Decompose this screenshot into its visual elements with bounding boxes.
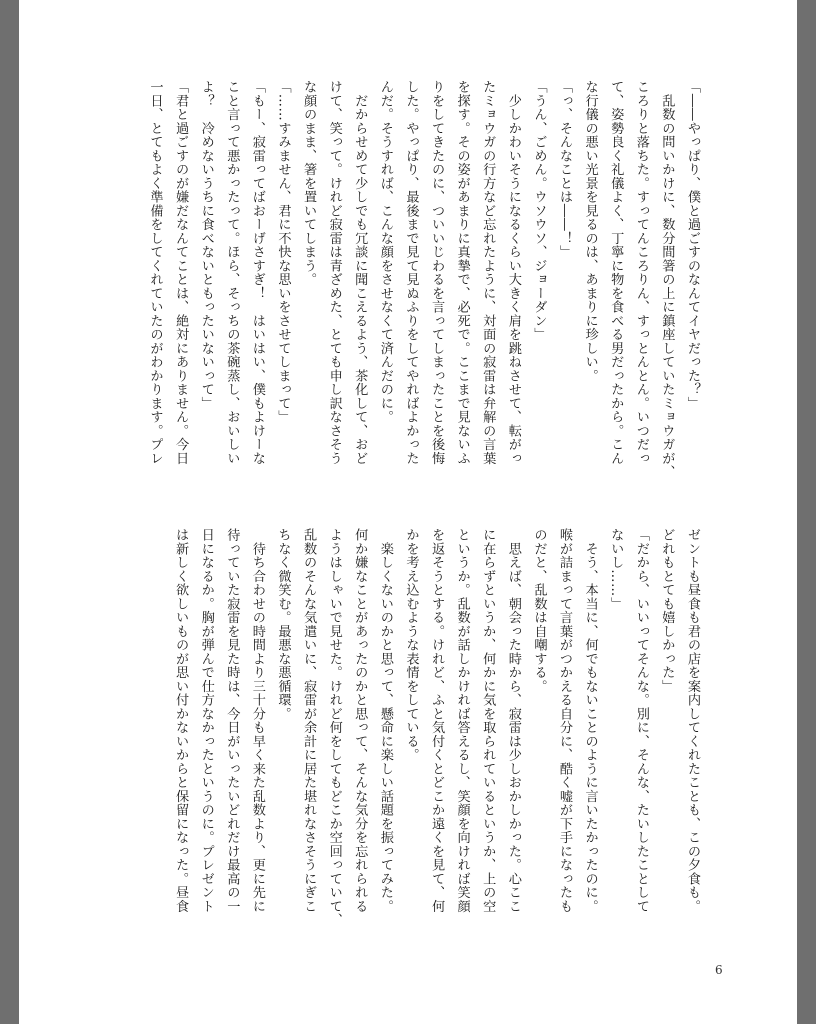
text-line: そう、本当に、何でもないことのように言いたかったのに。	[582, 528, 598, 913]
text-line: ころりと落ちた。すってんころりん、すっとんとん。いつだっ	[633, 80, 649, 465]
book-page	[19, 0, 797, 1024]
text-line: どれもとても嬉しかった」	[659, 528, 675, 693]
text-line: 日になるか。胸が弾んで仕方なかったというのに。プレゼント	[198, 528, 214, 913]
text-line: んだ。そうすれば、こんな顔をさせなくて済んだのに。	[377, 80, 393, 424]
text-line: ちなく微笑む。最悪な悪循環。	[275, 528, 291, 721]
text-line: というか。乱数が話しかければ答えるし、笑顔を向ければ笑顔	[454, 528, 470, 913]
text-line: 「うん、ごめん。ウソウソ、ジョーダン」	[531, 80, 547, 342]
text-line: よ？ 冷めないうちに食べないともったいないって」	[198, 80, 214, 410]
text-line: のだと、乱数は自嘲する。	[531, 528, 547, 693]
text-line: 待っていた寂雷を見た時は、今日がいったいどれだけ最高の一	[224, 528, 240, 913]
text-line: 「っ、そんなことは――！」	[557, 80, 573, 259]
text-line: 「君と過ごすのが嫌だなんてことは、絶対にありません。今日	[173, 80, 189, 465]
text-line: けて、笑って。けれど寂雷は青ざめた、とても申し訳なさそう	[326, 80, 342, 465]
text-line: ようはしゃいで見せた。けれど何をしてもどこか空回っていて、	[326, 528, 342, 927]
text-line: 「――やっぱり、僕と過ごすのなんてイヤだった？」	[685, 80, 700, 410]
text-line: は新しく欲しいものが思い付かないからと保留になった。昼食	[173, 528, 189, 913]
text-line: かを考え込むような表情をしている。	[403, 528, 419, 762]
text-line: を返そうとする。けれど、ふと気付くとどこか遠くを見て、何	[429, 528, 445, 913]
text-line: ゼントも昼食も君の店を案内してくれたことも、この夕食も。	[685, 528, 700, 913]
text-line: に在らずというか、何かに気を取られているというか、上の空	[480, 528, 496, 913]
text-line: こと言って悪かったって。ほら、そっちの茶碗蒸し、おいしい	[224, 80, 240, 465]
text-line: を探す。その姿があまりに真摯で、必死で。ここまで見ないふ	[454, 80, 470, 465]
text-line: な顔のまま、箸を置いてしまう。	[301, 80, 317, 287]
text-line: だからせめて少しでも冗談に聞こえるよう、茶化して、おど	[352, 80, 368, 465]
text-line: 一日、とてもよく準備をしてくれていたのがわかります。プレ	[147, 80, 163, 465]
text-line: 何か嫌なことがあったのかと思って、そんな気分を忘れられる	[352, 528, 368, 913]
text-line: 「……すみません、君に不快な思いをさせてしまって」	[275, 80, 291, 424]
text-line: 楽しくないのかと思って、懸命に楽しい話題を振ってみた。	[377, 528, 393, 913]
text-line: 思えば、朝会った時から、寂雷は少しおかしかった。心ここ	[505, 528, 521, 913]
text-line: 喉が詰まって言葉がつかえる自分に、酷く嘘が下手になったも	[557, 528, 573, 913]
text-line: な行儀の悪い光景を見るのは、あまりに珍しい。	[582, 80, 598, 383]
lower-text-block	[145, 528, 705, 948]
text-line: 待ち合わせの時間より三十分も早く来た乱数より、更に先に	[249, 528, 265, 913]
text-line: りをしてきたのに、ついいじわるを言ってしまったことを後悔	[429, 80, 445, 465]
text-line: て、姿勢良く礼儀よく、丁寧に物を食べる男だったから。こん	[608, 80, 624, 465]
text-line: した。やっぱり、最後まで見て見ぬふりをしてやればよかった	[403, 80, 419, 465]
upper-text-block	[145, 80, 705, 495]
text-line: ないし……」	[608, 528, 624, 611]
page-number: 6	[715, 963, 723, 977]
text-line: 「だから、いいってそんな。別に、そんな、たいしたことして	[633, 528, 649, 913]
text-line: たミョウガの行方など忘れたように、対面の寂雷は弁解の言葉	[480, 80, 496, 465]
text-line: 少しかわいそうになるくらい大きく肩を跳ねさせて、転がっ	[505, 80, 521, 465]
text-line: 「もー、寂雷ってばおーげさすぎ！ はいはい、僕もよけーな	[249, 80, 265, 465]
text-line: 乱数のそんな気遣いに、寂雷が余計に居た堪れなさそうにぎこ	[301, 528, 317, 913]
text-line: 乱数の問いかけに、数分間箸の上に鎮座していたミョウガが、	[659, 80, 675, 479]
